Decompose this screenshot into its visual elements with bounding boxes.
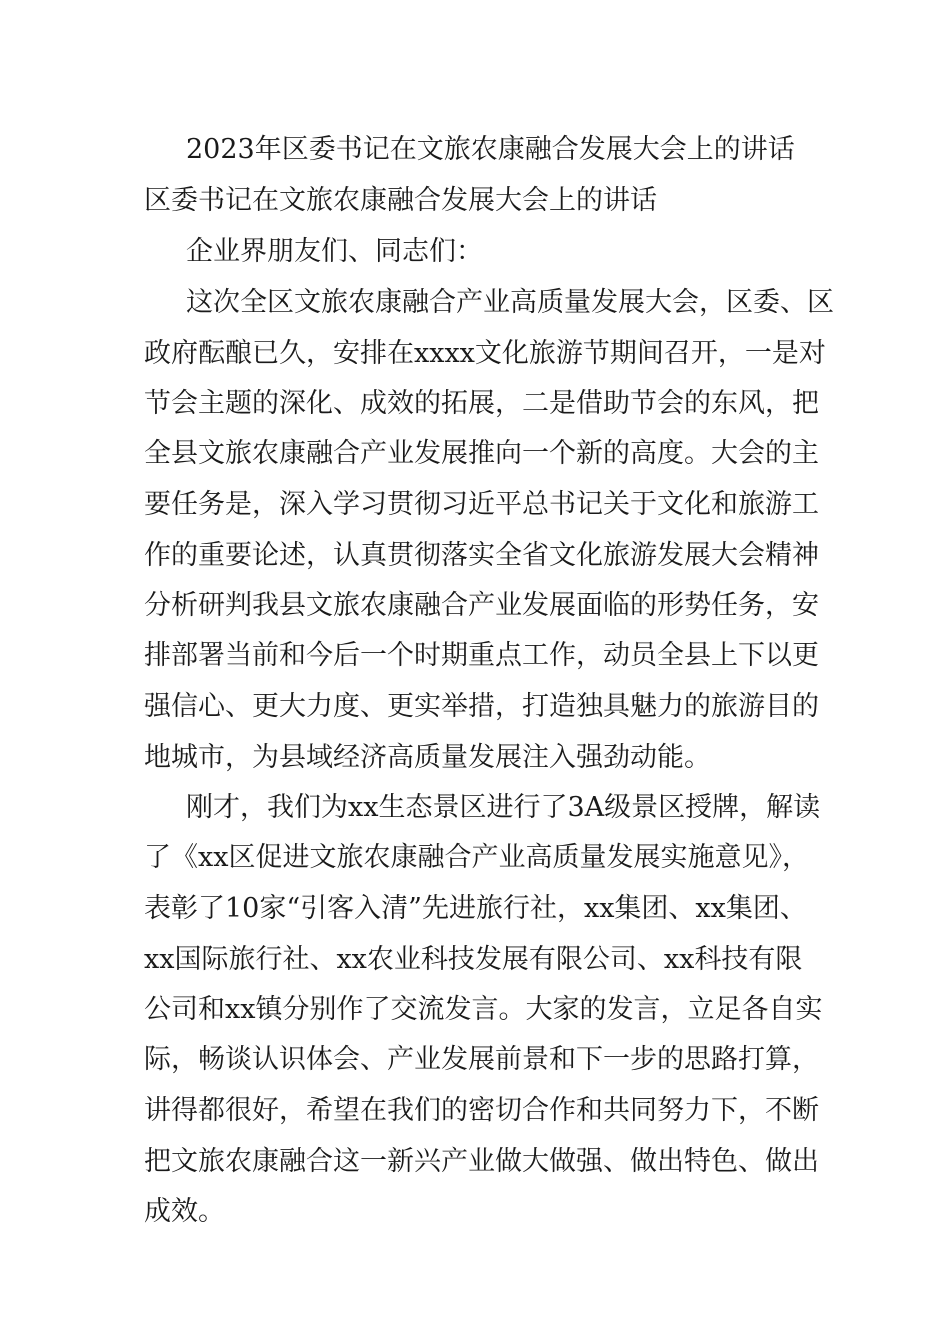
document-title: 2023年区委书记在文旅农康融合发展大会上的讲话 (186, 134, 795, 165)
paragraph2-line: 把文旅农康融合这一新兴产业做大做强、做出特色、做出 (144, 1146, 819, 1177)
salutation: 企业界朋友们、同志们： (186, 236, 483, 267)
paragraph2-line: xx国际旅行社、xx农业科技发展有限公司、xx科技有限 (144, 944, 803, 975)
paragraph1-line: 分析研判我县文旅农康融合产业发展面临的形势任务，安 (144, 590, 819, 621)
paragraph2-line: 了《xx区促进文旅农康融合产业高质量发展实施意见》， (144, 842, 809, 873)
paragraph1-line: 强信心、更大力度、更实举措，打造独具魅力的旅游目的 (144, 691, 819, 722)
document-subtitle: 区委书记在文旅农康融合发展大会上的讲话 (144, 185, 657, 216)
paragraph2-line: 讲得都很好，希望在我们的密切合作和共同努力下，不断 (144, 1095, 819, 1126)
paragraph2-line: 际，畅谈认识体会、产业发展前景和下一步的思路打算， (144, 1044, 819, 1075)
paragraph2-line: 公司和xx镇分别作了交流发言。大家的发言，立足各自实 (144, 994, 823, 1025)
paragraph1-line: 排部署当前和今后一个时期重点工作，动员全县上下以更 (144, 640, 819, 671)
paragraph1-line: 地城市，为县域经济高质量发展注入强劲动能。 (144, 742, 711, 773)
paragraph1-line: 全县文旅农康融合产业发展推向一个新的高度。大会的主 (144, 438, 819, 469)
paragraph2-line: 表彰了10家“引客入清”先进旅行社，xx集团、xx集团、 (144, 893, 807, 924)
paragraph2-line: 刚才，我们为xx生态景区进行了3A级景区授牌，解读 (186, 792, 821, 823)
paragraph1-line: 这次全区文旅农康融合产业高质量发展大会，区委、区 (186, 287, 834, 318)
paragraph1-line: 政府酝酿已久，安排在xxxx文化旅游节期间召开，一是对 (144, 338, 826, 369)
paragraph2-line: 成效。 (144, 1196, 225, 1227)
paragraph1-line: 节会主题的深化、成效的拓展，二是借助节会的东风，把 (144, 388, 819, 419)
paragraph1-line: 作的重要论述，认真贯彻落实全省文化旅游发展大会精神 (144, 540, 819, 571)
paragraph1-line: 要任务是，深入学习贯彻习近平总书记关于文化和旅游工 (144, 489, 819, 520)
